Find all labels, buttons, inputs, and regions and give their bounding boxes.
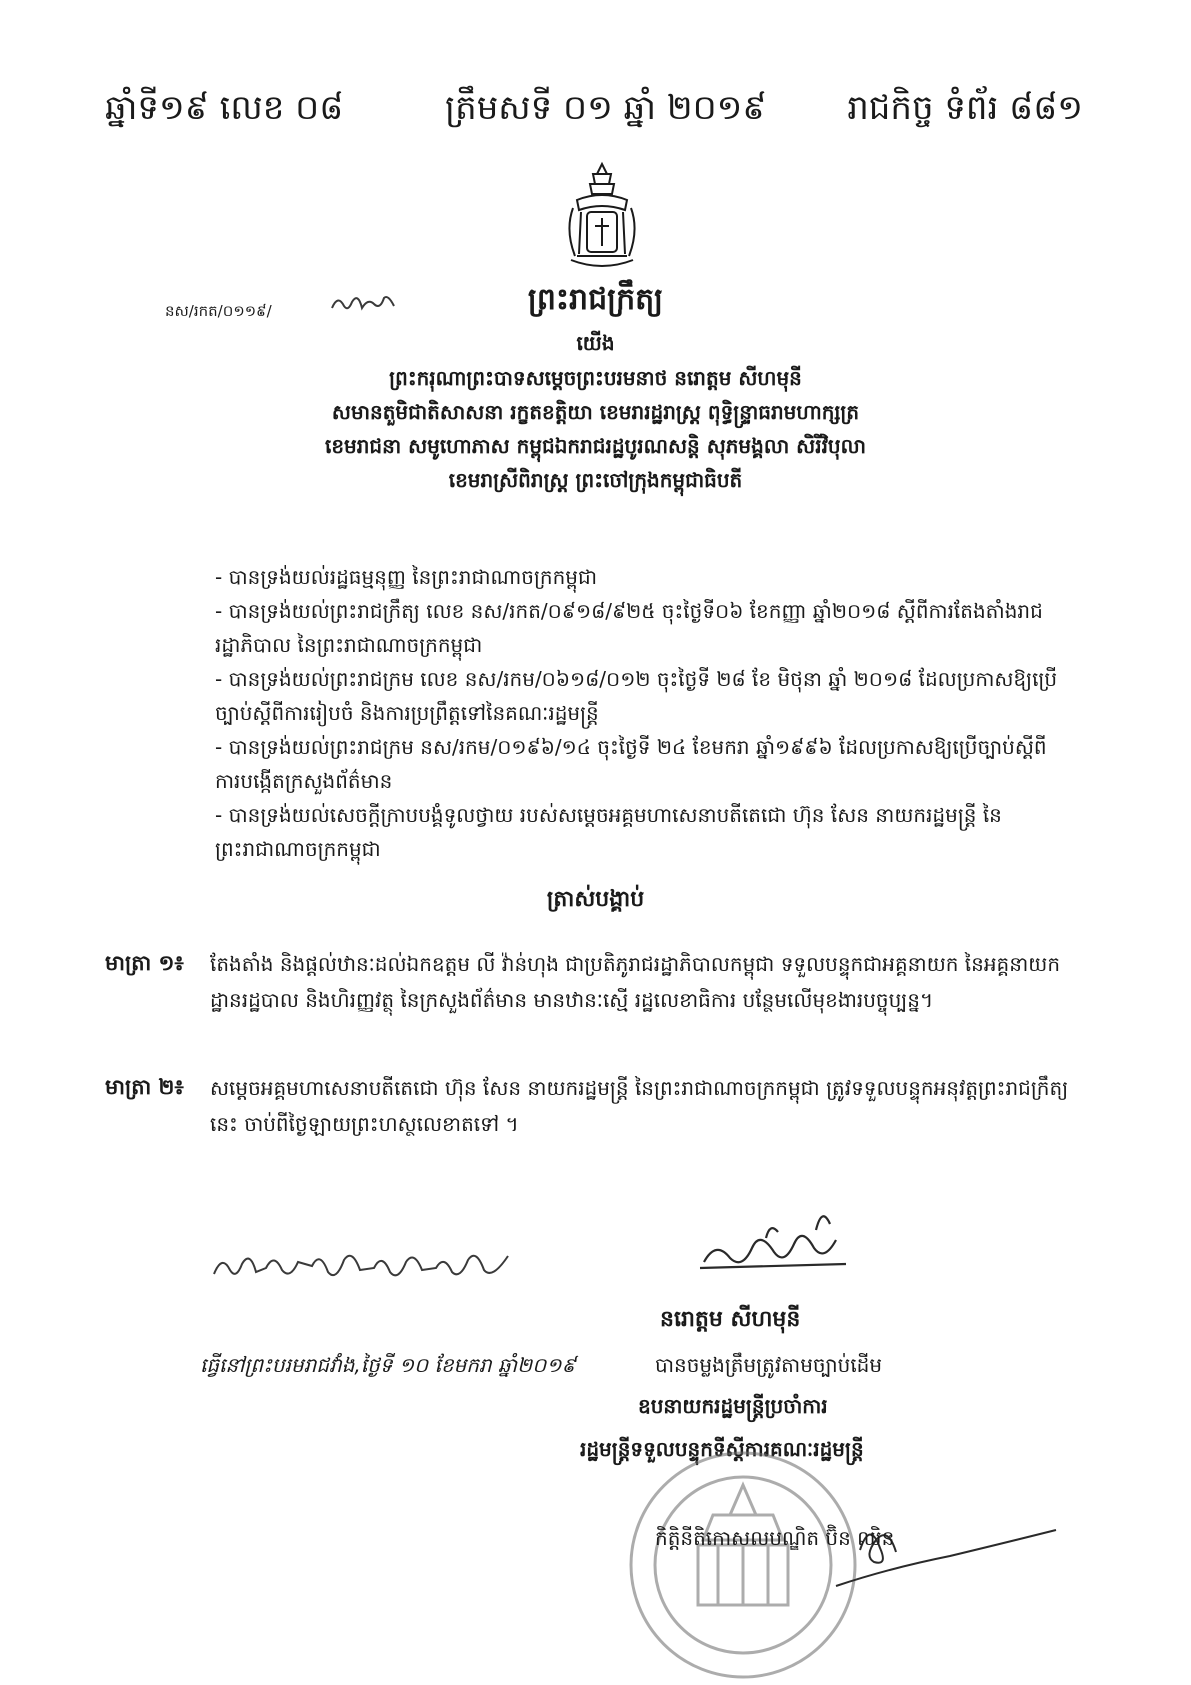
article-1-text: តែងតាំង និងផ្ដល់ឋានៈដល់ឯកឧត្តម លី វ៉ាន់ហុង ជាប្រតិភូរាជរដ្ឋាភិបាលកម្ពុជា ទទួលបន្ទុកជាអគ្គនាយក នៃអគ្គនាយកដ្ឋានរដ្ឋបាល និងហិរញ្ញវត្ថុ នៃក្រសួងព័ត៌មាន មានឋានៈស្មើ រដ្ឋលេខាធិការ បន្ថែមលើមុខងារបច្ចុប្បន្ន។ [210, 952, 1061, 1012]
place-and-date: ធ្វើនៅព្រះបរមរាជវាំង,ថ្ងៃទី ១០ ខែមករា ឆ្នាំ២០១៩ [200, 1353, 576, 1377]
article-2-label: មាត្រា ២៖ [105, 1075, 184, 1099]
consideration-item: - បានទ្រង់យល់ព្រះរាជក្រឹត្យ លេខ នស/រកត/០៩១៨/៩២៥ ចុះថ្ងៃទី០៦ ខែកញ្ញា ឆ្នាំ២០១៨ ស្ដីពីការតែងតាំងរាជរដ្ឋាភិបាល នៃព្រះរាជាណាចក្រកម្ពុជា [215, 599, 1043, 657]
consideration-item: - បានទ្រង់យល់រដ្ឋធម្មនុញ្ញ នៃព្រះរាជាណាចក្រកម្ពុជា [215, 565, 598, 589]
gazette-issue: ឆ្នាំទី១៩ លេខ ០៨ [105, 88, 344, 128]
gazette-page: រាជកិច្ច ទំព័រ ៨៨១ [847, 88, 1083, 128]
article-2-text: សម្ដេចអគ្គមហាសេនាបតីតេជោ ហ៊ុន សែន នាយករដ្ឋមន្ត្រី នៃព្រះរាជាណាចក្រកម្ពុជា ត្រូវទទួលបន្ទុកអនុវត្តព្រះរាជក្រឹត្យនេះ ចាប់ពីថ្ងៃឡាយព្រះហស្ថលេខាតទៅ ។ [210, 1076, 1069, 1136]
king-signature [696, 1200, 856, 1280]
king-title-line-2: សមានតួមិជាតិសាសនា រក្ខតខត្តិយា ខេមរារដ្ឋរាស្ត្រ ពុទ្ធិន្ទ្រាធរាមហាក្សត្រ [331, 400, 860, 424]
consideration-item: - បានទ្រង់យល់ព្រះរាជក្រម នស/រកម/០១៩៦/១៤ ចុះថ្ងៃទី ២៤ ខែមករា ឆ្នាំ១៩៩៦ ដែលប្រកាសឱ្យប្រើច្បាប់ស្ដីពីការបង្កើតក្រសួងព័ត៌មាន [215, 735, 1047, 793]
decrees-heading: ត្រាស់បង្គាប់ [546, 887, 645, 912]
king-title-line-1: ព្រះករុណាព្រះបាទសម្ដេចព្រះបរមនាថ នរោត្តម សីហមុនី [389, 366, 802, 390]
king-title-line-4: ខេមរាស្រីពិរាស្ត្រ ព្រះចៅក្រុងកម្ពុជាធិបតី [448, 468, 743, 492]
countersign-name: កិត្តិនីតិកោសលបណ្ឌិត ប៊ិន ឈិន [655, 1526, 895, 1550]
royal-coat-of-arms-icon [557, 160, 647, 272]
consideration-item: - បានទ្រង់យល់សេចក្ដីក្រាបបង្គំទូលថ្វាយ របស់សម្ដេចអគ្គមហាសេនាបតីតេជោ ហ៊ុន សែន នាយករដ្ឋមន្ត្រី នៃព្រះរាជាណាចក្រកម្ពុជា [215, 803, 1002, 861]
certified-copy-line: បានចម្លងត្រឹមត្រូវតាមច្បាប់ដើម [655, 1353, 883, 1377]
minister-title: រដ្ឋមន្ត្រីទទួលបន្ទុកទីស្ដីការគណៈរដ្ឋមន្ត្រី [580, 1437, 864, 1461]
king-name: នរោត្តម សីហមុនី [660, 1307, 801, 1332]
handwritten-registration-number [208, 1240, 518, 1290]
article-1-label: មាត្រា ១៖ [105, 951, 184, 975]
decree-reference-number: នស/រកត/០១១៩/ [165, 302, 272, 320]
deputy-pm-title: ឧបនាយករដ្ឋមន្ត្រីប្រចាំការ [638, 1394, 828, 1418]
gazette-date: ត្រឹមសទី ០១ ឆ្នាំ ២០១៩ [445, 88, 767, 128]
consideration-item: - បានទ្រង់យល់ព្រះរាជក្រម លេខ នស/រកម/០៦១៨/០១២ ចុះថ្ងៃទី ២៨ ខែ មិថុនា ឆ្នាំ ២០១៨ ដែលប្រកាសឱ្យប្រើច្បាប់ស្ដីពីការរៀបចំ និងការប្រព្រឹត្តទៅនៃគណៈរដ្ឋមន្ត្រី [215, 667, 1058, 725]
decree-title: ព្រះរាជក្រឹត្យ [527, 282, 664, 317]
we-line: យើង [576, 331, 615, 355]
king-title-line-3: ខេមរាជនា សមូហោភាស កម្ពុជឯករាជរដ្ឋបូរណសន្តិ សុភមង្គលា សិរីវិបុលា [324, 434, 867, 458]
